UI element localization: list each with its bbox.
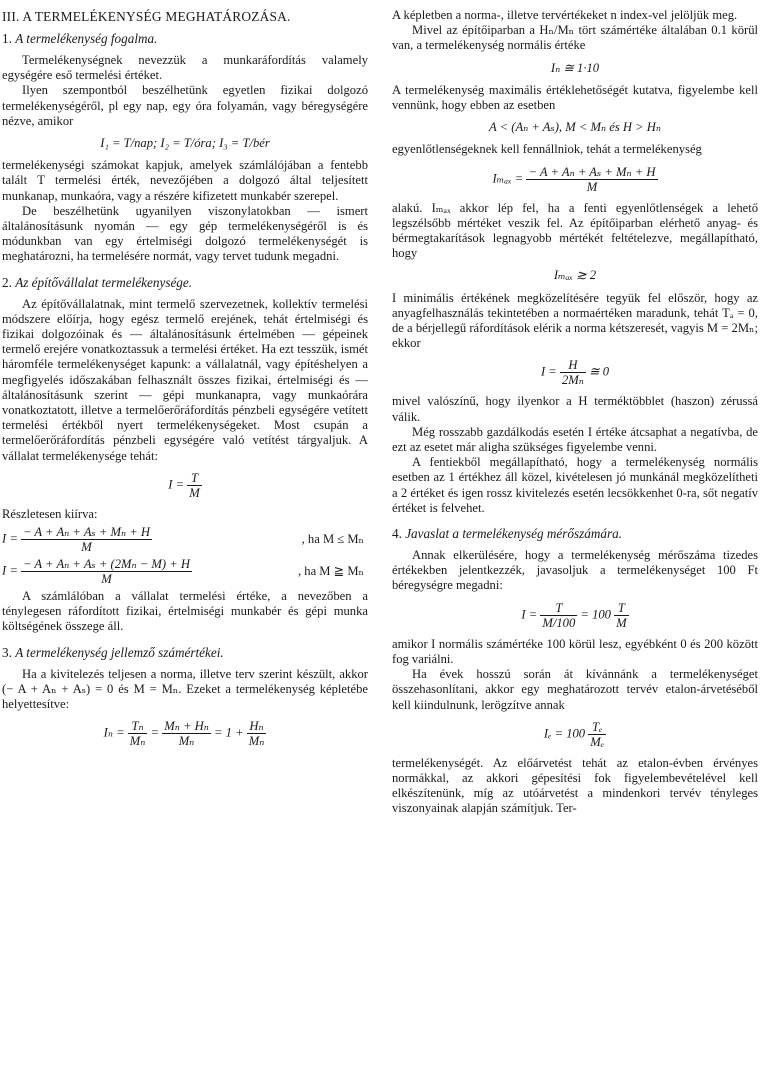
section-1-heading — [2, 31, 368, 47]
fraction — [540, 601, 577, 630]
numerator: H — [560, 358, 586, 373]
paragraph: amikor I normális számértéke 100 körül lesz, egyébként 0 és 200 között fog variálni. — [392, 636, 758, 666]
right-column — [392, 0, 758, 817]
denominator: M/100 — [542, 615, 576, 630]
paragraph: Még rosszabb gazdálkodás esetén I értéke átcsaphat a negatívba, de ezt az esetet már aligha szükséges figyelembe venni. — [392, 424, 758, 455]
denominator: M — [101, 572, 112, 587]
numerator: Mₙ + Hₙ — [164, 719, 209, 734]
equation-normal-productivity — [2, 719, 368, 748]
eq-mid: = 1 + — [213, 725, 244, 740]
equation-imin — [392, 358, 758, 387]
eq-sign: = — [150, 725, 160, 740]
paragraph: A termelékenység maximális értéklehetőségét kutatva, figyelembe kell vennünk, hogy ebben az esetben — [392, 82, 758, 113]
paragraph: Részletesen kiírva: — [2, 506, 98, 521]
eq-lhs: I = — [2, 563, 18, 578]
paragraph: Annak elkerülésére, hogy a termelékenység mérőszáma tizedes értékekben jelentkezzék, javasoljuk a termelékenységet 100 Ft béregységre megadni: — [392, 548, 758, 593]
paragraph: Az építővállalatnak, mint termelő szervezetnek, kollektív termelési módszere előírja, hogy egész termelő erejének, tehát értelmiségi és fizikai dolgozóinak és — általánosításunk értelmében — gépeinek termelő erejére vonatkoztassuk a termelési értéket. Ha ezt tesszük, ismét háromféle termelékenységet kapunk: a vállalatnál, vagy építéshelyen a megfigyelés időszakában felhasznált összes fizikai, értelmiségi és — általánosításunk szerint — gépi munkanapra, vagy munkaórára vonatkoztatott, illetve a termelőerőráfordítás pénzbeli egységére vetített termelési értékből nyert termelékenységeket. Most csupán a termelőerőráfordítás pénzbeli egységére való vetítést tárgyaljuk. A vállalat termelékenysége tehát: — [2, 296, 368, 463]
fraction — [187, 471, 202, 500]
equation-detailed-b — [2, 557, 368, 586]
denominator: 2Mₙ — [561, 373, 584, 388]
eq-lhs: Iₙ = — [103, 725, 125, 740]
section-3-title: A termelékenység jellemző számértékei. — [15, 644, 224, 660]
paragraph: A képletben a norma-, illetve tervértékeket n index-vel jelöljük meg. — [392, 8, 738, 22]
denominator: M — [189, 485, 200, 500]
denominator: Mₑ — [590, 734, 605, 749]
fraction — [588, 720, 606, 749]
section-3-number: 3. — [2, 644, 16, 660]
section-2-heading — [2, 275, 368, 291]
equation-imax — [392, 165, 758, 194]
fraction — [162, 719, 211, 748]
equation-imax-bound: Iₘₐₓ ≳ 2 — [553, 268, 597, 283]
paragraph: Ha a kivitelezés teljesen a norma, illetve terv szerint készült, akkor (− A + Aₙ + Aₛ) = 0 és M = Mₙ. Ezeket a termelékenység képletébe helyettesítve: — [2, 666, 368, 712]
paragraph: alakú. Iₘₐₓ akkor lép fel, ha a fenti egyenlőtlenségek a lehető legszélsőbb mértéket veszik fel. Az építőiparban elérhető anyag- és bérmegtakarítások legnagyobb mértékét feltételezve, megállapítható, hogy — [392, 200, 758, 261]
numerator: T — [187, 471, 202, 486]
fraction — [526, 165, 657, 194]
paragraph: termelékenységi számokat kapjuk, amelyek számlálójában a fentebb talált T termelési érték, nevezőjében a dolgozó által teljesített munkanap, munkaóra, vagy a részére kifizetett munkabér szerepel. — [2, 158, 368, 203]
eq-lhs: I = — [540, 364, 557, 379]
eq-mid: = 100 — [580, 607, 611, 622]
denominator: M — [616, 615, 627, 630]
denominator: M — [81, 540, 92, 555]
fraction — [21, 525, 152, 554]
section-4-title: Javaslat a termelékenység mérőszámára. — [405, 526, 622, 542]
denominator: Mₙ — [129, 734, 146, 749]
eq-lhs: Iₑ = 100 — [543, 726, 586, 741]
eq-lhs: Iₘₐₓ = — [492, 171, 524, 186]
equation-detailed-a — [2, 525, 368, 554]
left-column — [2, 0, 368, 755]
denominator: Mₙ — [178, 734, 195, 749]
equation-etalon — [392, 720, 758, 749]
eq-lhs: I = — [521, 607, 538, 622]
paragraph: Ha évek hosszú során át kívánnánk a termelékenységet összehasonlítani, akkor egy meghatározott tervév etalon-árvetéséből kell kiindulnunk, lerögzítve annak — [392, 667, 758, 712]
paragraph: mivel valószínű, hogy ilyenkor a H terméktöbblet (haszon) zérussá válik. — [392, 394, 758, 424]
numerator: Hₙ — [247, 719, 267, 734]
equation-company-productivity — [2, 471, 368, 500]
section-4-heading — [392, 526, 758, 542]
denominator: M — [586, 179, 598, 194]
chapter-title: III. A TERMELÉKENYSÉG MEGHATÁROZÁSA. — [2, 9, 291, 24]
numerator: − A + Aₙ + Aₛ + (2Mₙ − M) + H — [23, 557, 191, 572]
section-2-title: Az építővállalat termelékenysége. — [15, 274, 193, 290]
eq-condition: , ha M ≤ Mₙ — [301, 531, 364, 546]
numerator: − A + Aₙ + Aₛ + Mₙ + H — [23, 525, 151, 540]
equation-inequalities: A < (Aₙ + Aₛ), M < Mₙ és H > Hₙ — [488, 120, 661, 135]
equation-proposed-index — [392, 601, 758, 630]
equation-productivity-units: I₁ = T/nap; I₂ = T/óra; I₃ = T/bér — [100, 136, 270, 151]
numerator: Tₙ — [128, 719, 148, 734]
paragraph: Mivel az építőiparban a Hₙ/Mₙ tört számértéke általában 0.1 körül van, a termelékenység normális értéke — [392, 23, 758, 53]
paragraph: De beszélhetünk ugyanilyen viszonylatokban — ismert általánosításunk nyomán — egy gép termelékenységéről is és módunkban van egy értelmiségi dolgozó termelékenységét is meghatározni, ha termelésére normát, vagy tervet tudunk megadni. — [2, 203, 368, 264]
denominator: Mₙ — [248, 734, 265, 749]
fraction — [21, 557, 192, 586]
numerator: T — [540, 601, 577, 616]
section-1-number: 1. — [2, 31, 16, 46]
numerator: Tₑ — [588, 720, 606, 735]
equation-normal-value: Iₙ ≅ 1·10 — [550, 60, 600, 75]
paragraph: A fentiekből megállapítható, hogy a termelékenység normális esetben az 1 értékhez áll közel, kivételesen jó munkánál megközelítheti a 2 értéket és igen rossz kivitelezés esetén lecsökkenhet 0-ra, sőt negatív értéket is felvehet. — [392, 455, 758, 515]
paragraph: egyenlőtlenségeknek kell fennállniok, tehát a termelékenység — [392, 142, 702, 157]
paragraph: I minimális értékének megközelítésére tegyük fel először, hogy az anyagfelhasználás tekintetében a normaértéken maradunk, tehát Tₐ = 0, de a bérjellegű ráfordítások elérik a norma kétszeresét, vagyis M = 2Mₙ; ekkor — [392, 290, 758, 351]
paragraph: A számlálóban a vállalat termelési értéke, a nevezőben a ténylegesen ráfordított fizikai, értelmiségi munkabér és gépi munka költségének összege áll. — [2, 589, 368, 634]
section-2-number: 2. — [2, 274, 16, 290]
section-3-heading — [2, 645, 368, 661]
paragraph: Ilyen szempontból beszélhetünk egyetlen fizikai dolgozó termelékenységéről, pl egy nap, egy óra folyamán, vagy béregységére nézve, amikor — [2, 83, 368, 128]
eq-lhs: I = — [2, 531, 18, 546]
section-4-number: 4. — [392, 526, 406, 542]
numerator: − A + Aₙ + Aₛ + Mₙ + H — [528, 164, 656, 179]
paragraph: termelékenységét. Az előárvetést tehát az etalon-évben érvényes normákkal, az akkori gépesítési fok figyelembevételével kell elkészítenünk, míg az utóárvetést a mindenkori tervév tényleges viszonyainak alapján számítjuk. Ter- — [392, 755, 758, 816]
fraction — [614, 601, 629, 630]
eq-condition: , ha M ≧ Mₙ — [297, 563, 364, 578]
fraction — [247, 719, 267, 748]
fraction — [128, 719, 148, 748]
paragraph: Termelékenységnek nevezzük a munkaráfordítás valamely egységére eső termelési értéket. — [2, 53, 368, 83]
eq-lhs: I = — [168, 477, 185, 492]
fraction — [560, 358, 586, 387]
eq-rhs: ≅ 0 — [589, 364, 610, 379]
section-1-title: A termelékenység fogalma. — [15, 31, 158, 46]
numerator: T — [614, 601, 629, 616]
